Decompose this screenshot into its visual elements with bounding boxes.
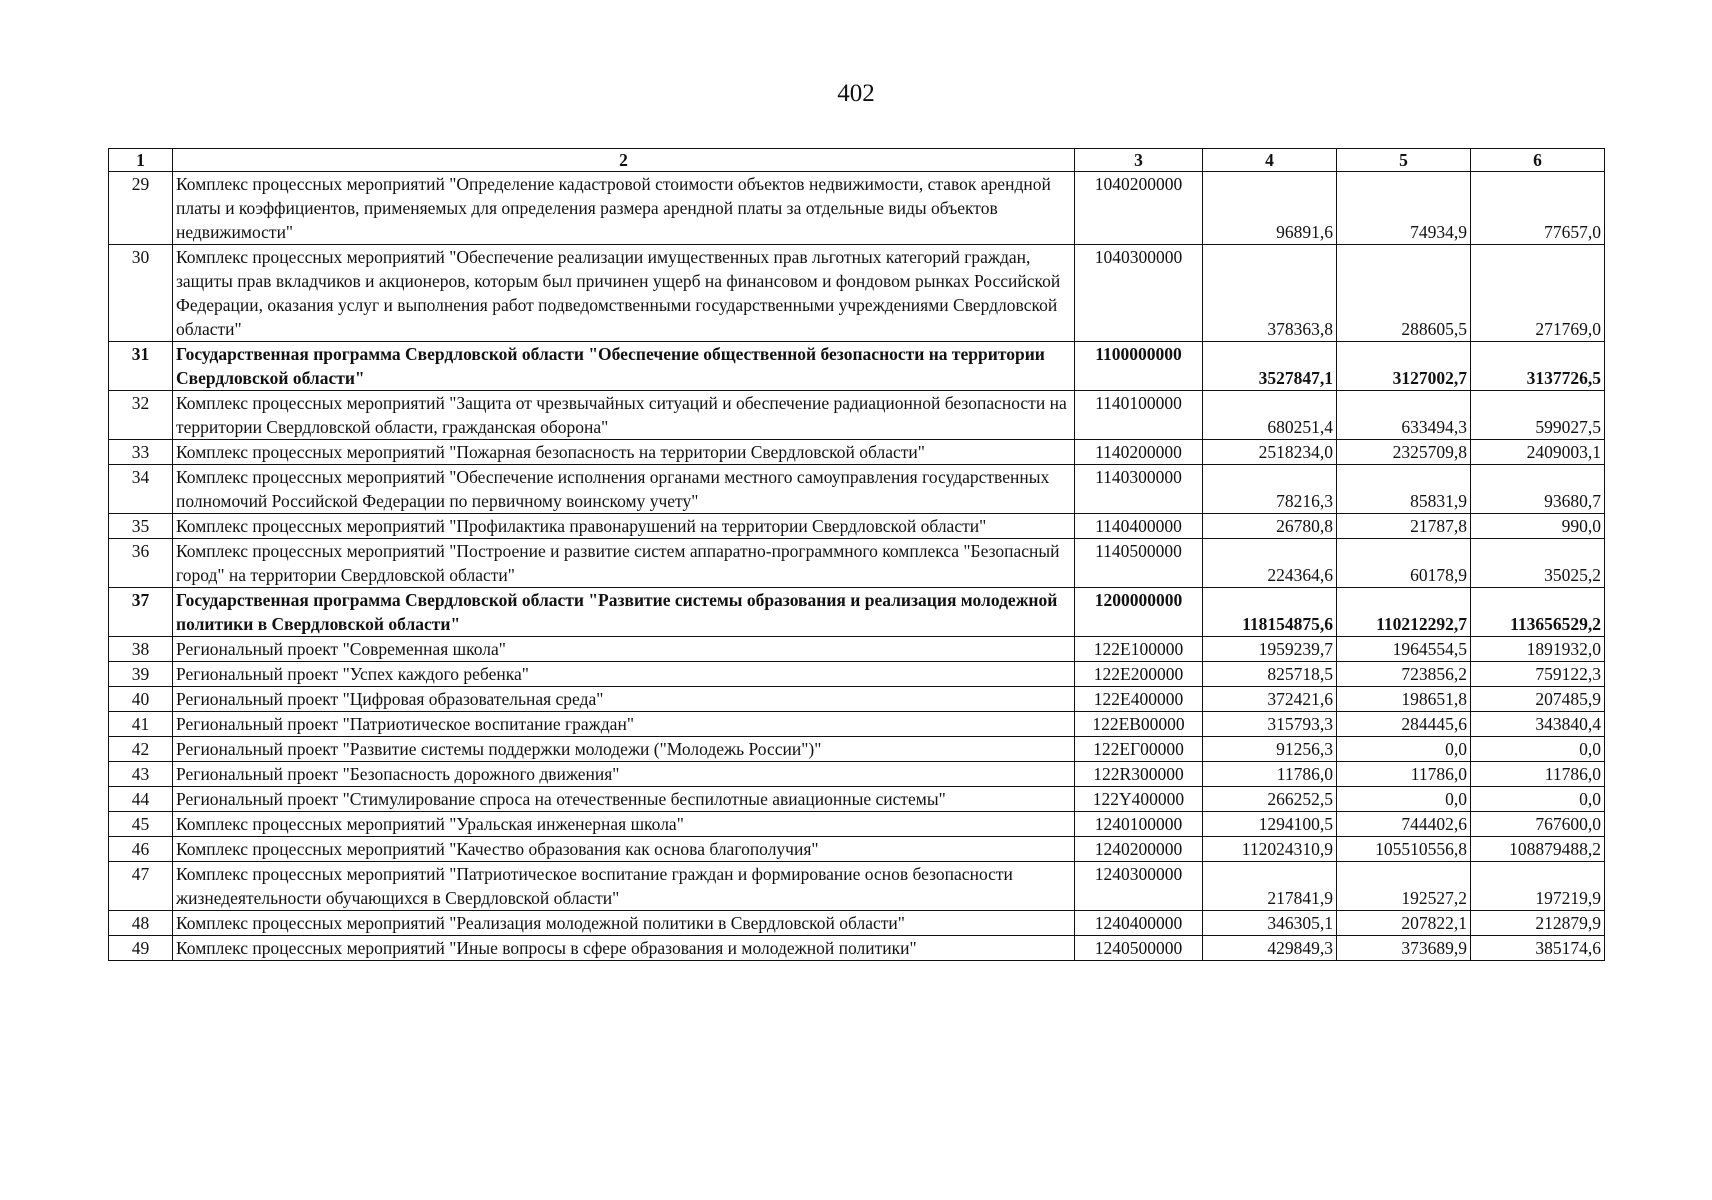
amount-col6-cell: 11786,0 [1471,762,1605,787]
amount-col6-cell: 108879488,2 [1471,837,1605,862]
amount-col4-cell: 315793,3 [1203,712,1337,737]
budget-code-cell: 122E200000 [1075,662,1203,687]
amount-col6-cell: 212879,9 [1471,911,1605,936]
item-name-cell: Комплекс процессных мероприятий "Иные вопросы в сфере образования и молодежной политики" [173,936,1075,961]
header-col-1: 1 [109,149,173,172]
amount-col6-cell: 385174,6 [1471,936,1605,961]
amount-col4-cell: 26780,8 [1203,514,1337,539]
item-name-cell: Комплекс процессных мероприятий "Патриотическое воспитание граждан и формирование основ безопасности жизнедеятельности обучающихся в Свердловской области" [173,862,1075,911]
amount-col5-cell: 633494,3 [1337,391,1471,440]
table-row [109,762,1605,787]
amount-col4-cell: 2518234,0 [1203,440,1337,465]
amount-col5-cell: 105510556,8 [1337,837,1471,862]
item-name-cell: Региональный проект "Патриотическое воспитание граждан" [173,712,1075,737]
amount-col5-cell: 3127002,7 [1337,342,1471,391]
amount-col6-cell: 0,0 [1471,787,1605,812]
budget-code-cell: 1240300000 [1075,862,1203,911]
amount-col4-cell: 78216,3 [1203,465,1337,514]
item-name-cell: Региональный проект "Стимулирование спроса на отечественные беспилотные авиационные системы" [173,787,1075,812]
header-col-3: 3 [1075,149,1203,172]
amount-col5-cell: 74934,9 [1337,172,1471,245]
budget-code-cell: 1200000000 [1075,588,1203,637]
table-row [109,787,1605,812]
budget-table [108,148,1605,961]
amount-col6-cell: 77657,0 [1471,172,1605,245]
table-row [109,936,1605,961]
item-name-cell: Государственная программа Свердловской области "Обеспечение общественной безопасности на территории Свердловской области" [173,342,1075,391]
amount-col4-cell: 217841,9 [1203,862,1337,911]
amount-col4-cell: 378363,8 [1203,245,1337,342]
amount-col4-cell: 96891,6 [1203,172,1337,245]
amount-col5-cell: 2325709,8 [1337,440,1471,465]
amount-col4-cell: 266252,5 [1203,787,1337,812]
item-name-cell: Региональный проект "Современная школа" [173,637,1075,662]
row-number-cell: 35 [109,514,173,539]
row-number-cell: 37 [109,588,173,637]
amount-col6-cell: 2409003,1 [1471,440,1605,465]
table-row [109,737,1605,762]
table-row [109,440,1605,465]
table-row [109,588,1605,637]
amount-col5-cell: 284445,6 [1337,712,1471,737]
amount-col6-cell: 271769,0 [1471,245,1605,342]
table-row [109,172,1605,245]
amount-col6-cell: 599027,5 [1471,391,1605,440]
amount-col4-cell: 224364,6 [1203,539,1337,588]
item-name-cell: Комплекс процессных мероприятий "Профилактика правонарушений на территории Свердловской области" [173,514,1075,539]
budget-code-cell: 122E400000 [1075,687,1203,712]
item-name-cell: Комплекс процессных мероприятий "Качество образования как основа благополучия" [173,837,1075,862]
row-number-cell: 46 [109,837,173,862]
budget-code-cell: 1140100000 [1075,391,1203,440]
budget-code-cell: 1240500000 [1075,936,1203,961]
table-header [109,149,1605,172]
amount-col4-cell: 3527847,1 [1203,342,1337,391]
budget-code-cell: 1140500000 [1075,539,1203,588]
amount-col6-cell: 1891932,0 [1471,637,1605,662]
amount-col5-cell: 723856,2 [1337,662,1471,687]
table-row [109,712,1605,737]
amount-col4-cell: 112024310,9 [1203,837,1337,862]
budget-code-cell: 122Y400000 [1075,787,1203,812]
item-name-cell: Региональный проект "Успех каждого ребенка" [173,662,1075,687]
amount-col5-cell: 0,0 [1337,737,1471,762]
amount-col4-cell: 1294100,5 [1203,812,1337,837]
table-row [109,862,1605,911]
row-number-cell: 39 [109,662,173,687]
table-row [109,245,1605,342]
budget-code-cell: 1240100000 [1075,812,1203,837]
budget-code-cell: 1140300000 [1075,465,1203,514]
item-name-cell: Комплекс процессных мероприятий "Уральская инженерная школа" [173,812,1075,837]
budget-code-cell: 1040300000 [1075,245,1203,342]
item-name-cell: Региональный проект "Развитие системы поддержки молодежи ("Молодежь России")" [173,737,1075,762]
row-number-cell: 42 [109,737,173,762]
amount-col5-cell: 288605,5 [1337,245,1471,342]
row-number-cell: 43 [109,762,173,787]
row-number-cell: 36 [109,539,173,588]
budget-code-cell: 1040200000 [1075,172,1203,245]
budget-code-cell: 1100000000 [1075,342,1203,391]
row-number-cell: 31 [109,342,173,391]
item-name-cell: Комплекс процессных мероприятий "Пожарная безопасность на территории Свердловской области" [173,440,1075,465]
amount-col5-cell: 373689,9 [1337,936,1471,961]
amount-col4-cell: 91256,3 [1203,737,1337,762]
table-row [109,687,1605,712]
amount-col5-cell: 85831,9 [1337,465,1471,514]
budget-code-cell: 122R300000 [1075,762,1203,787]
row-number-cell: 29 [109,172,173,245]
amount-col4-cell: 825718,5 [1203,662,1337,687]
amount-col6-cell: 767600,0 [1471,812,1605,837]
table-row [109,342,1605,391]
row-number-cell: 44 [109,787,173,812]
header-row [109,149,1605,172]
row-number-cell: 47 [109,862,173,911]
amount-col6-cell: 113656529,2 [1471,588,1605,637]
budget-code-cell: 122E100000 [1075,637,1203,662]
table-row [109,391,1605,440]
amount-col5-cell: 11786,0 [1337,762,1471,787]
item-name-cell: Комплекс процессных мероприятий "Определение кадастровой стоимости объектов недвижимости, ставок арендной платы и коэффициентов, применяемых для определения размера арендной платы за отдельные виды объектов недвижимости" [173,172,1075,245]
page-number: 402 [837,80,875,107]
item-name-cell: Комплекс процессных мероприятий "Обеспечение исполнения органами местного самоуправления государственных полномочий Российской Федерации по первичному воинскому учету" [173,465,1075,514]
item-name-cell: Государственная программа Свердловской области "Развитие системы образования и реализация молодежной политики в Свердловской области" [173,588,1075,637]
table-row [109,514,1605,539]
item-name-cell: Комплекс процессных мероприятий "Защита от чрезвычайных ситуаций и обеспечение радиационной безопасности на территории Свердловской области, гражданская оборона" [173,391,1075,440]
amount-col6-cell: 35025,2 [1471,539,1605,588]
table-body [109,172,1605,961]
item-name-cell: Комплекс процессных мероприятий "Обеспечение реализации имущественных прав льготных категорий граждан, защиты прав вкладчиков и акционеров, которым был причинен ущерб на финансовом и фондовом рынках Российской Федерации, оказания услуг и выполнения работ подведомственными государственными учреждениями Свердловской области" [173,245,1075,342]
amount-col5-cell: 198651,8 [1337,687,1471,712]
amount-col6-cell: 93680,7 [1471,465,1605,514]
row-number-cell: 48 [109,911,173,936]
amount-col6-cell: 343840,4 [1471,712,1605,737]
row-number-cell: 41 [109,712,173,737]
header-col-2: 2 [173,149,1075,172]
row-number-cell: 34 [109,465,173,514]
budget-code-cell: 1140400000 [1075,514,1203,539]
amount-col6-cell: 0,0 [1471,737,1605,762]
amount-col4-cell: 372421,6 [1203,687,1337,712]
amount-col5-cell: 207822,1 [1337,911,1471,936]
row-number-cell: 32 [109,391,173,440]
item-name-cell: Комплекс процессных мероприятий "Реализация молодежной политики в Свердловской области" [173,911,1075,936]
row-number-cell: 30 [109,245,173,342]
budget-code-cell: 1240200000 [1075,837,1203,862]
row-number-cell: 38 [109,637,173,662]
amount-col6-cell: 197219,9 [1471,862,1605,911]
amount-col4-cell: 1959239,7 [1203,637,1337,662]
header-col-5: 5 [1337,149,1471,172]
budget-code-cell: 122EB00000 [1075,712,1203,737]
amount-col5-cell: 744402,6 [1337,812,1471,837]
header-col-4: 4 [1203,149,1337,172]
budget-code-cell: 122ЕГ00000 [1075,737,1203,762]
row-number-cell: 33 [109,440,173,465]
amount-col4-cell: 429849,3 [1203,936,1337,961]
table-row [109,637,1605,662]
table-row [109,837,1605,862]
amount-col5-cell: 110212292,7 [1337,588,1471,637]
amount-col6-cell: 3137726,5 [1471,342,1605,391]
amount-col4-cell: 118154875,6 [1203,588,1337,637]
amount-col4-cell: 680251,4 [1203,391,1337,440]
row-number-cell: 45 [109,812,173,837]
budget-code-cell: 1240400000 [1075,911,1203,936]
amount-col6-cell: 759122,3 [1471,662,1605,687]
table-row [109,812,1605,837]
item-name-cell: Региональный проект "Безопасность дорожного движения" [173,762,1075,787]
amount-col5-cell: 21787,8 [1337,514,1471,539]
budget-code-cell: 1140200000 [1075,440,1203,465]
amount-col5-cell: 192527,2 [1337,862,1471,911]
amount-col6-cell: 207485,9 [1471,687,1605,712]
table-row [109,911,1605,936]
amount-col6-cell: 990,0 [1471,514,1605,539]
amount-col5-cell: 0,0 [1337,787,1471,812]
row-number-cell: 49 [109,936,173,961]
table-row [109,539,1605,588]
amount-col4-cell: 346305,1 [1203,911,1337,936]
table-row [109,662,1605,687]
table-row [109,465,1605,514]
header-col-6: 6 [1471,149,1605,172]
amount-col5-cell: 60178,9 [1337,539,1471,588]
item-name-cell: Комплекс процессных мероприятий "Построение и развитие систем аппаратно-программного комплекса "Безопасный город" на территории Свердловской области" [173,539,1075,588]
amount-col5-cell: 1964554,5 [1337,637,1471,662]
item-name-cell: Региональный проект "Цифровая образовательная среда" [173,687,1075,712]
amount-col4-cell: 11786,0 [1203,762,1337,787]
row-number-cell: 40 [109,687,173,712]
